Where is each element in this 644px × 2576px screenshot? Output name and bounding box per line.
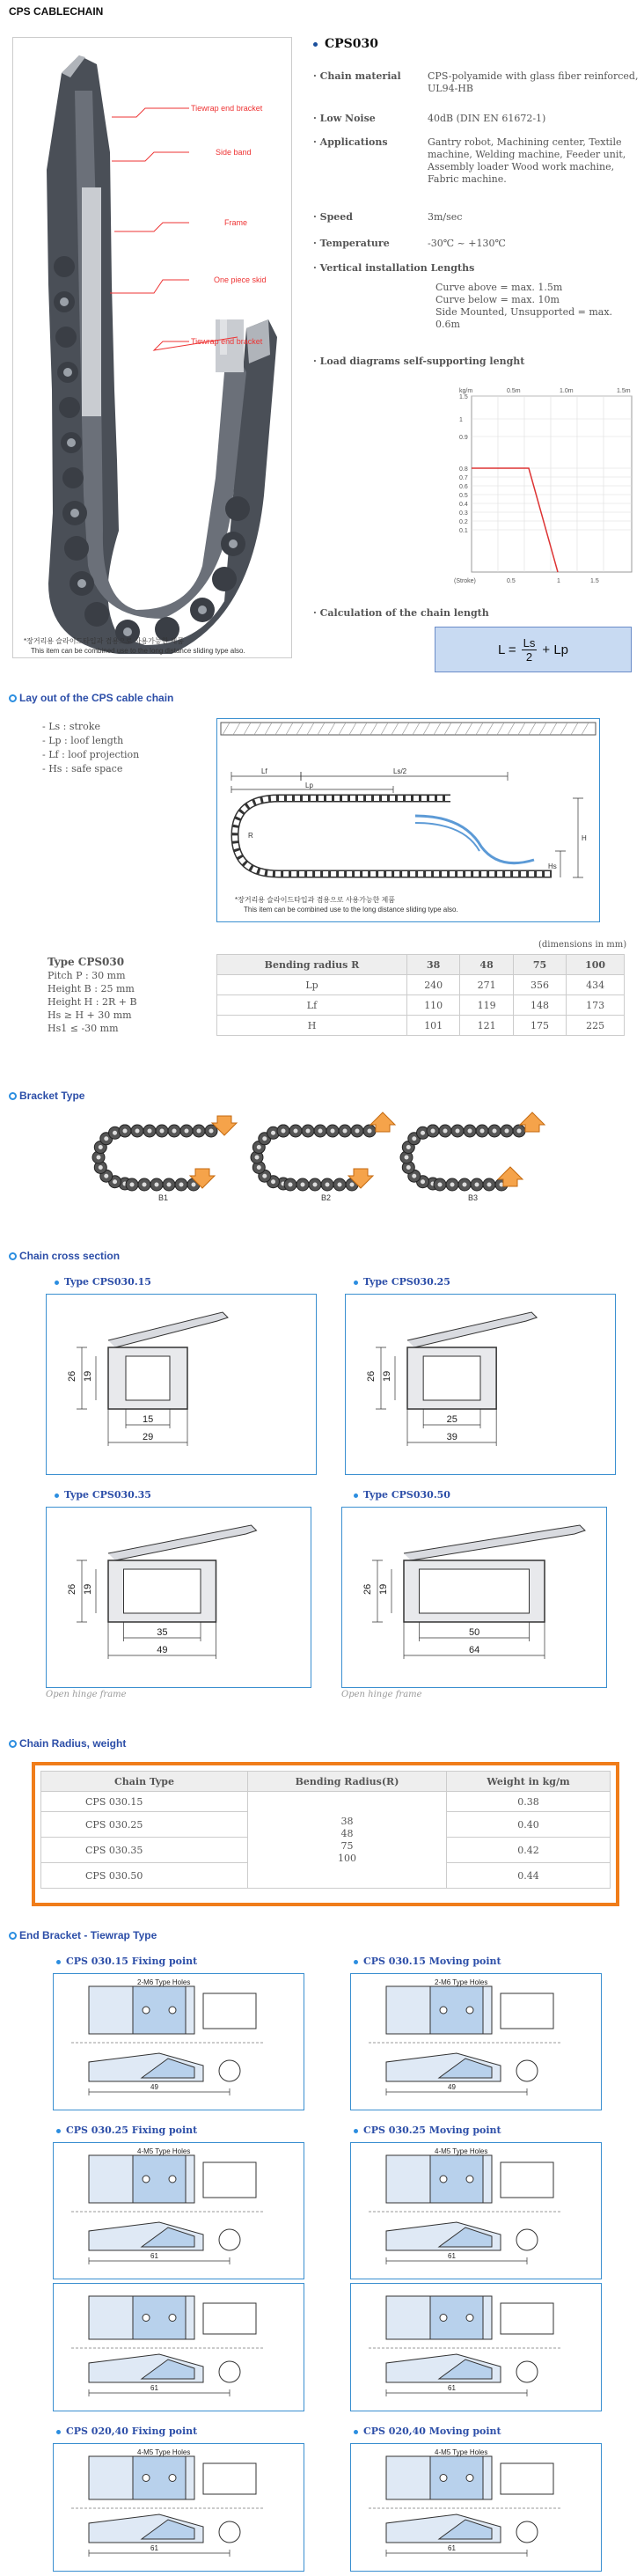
product-image — [12, 37, 292, 658]
holes-label: 4-M5 Type Holes — [435, 2448, 488, 2456]
dim-length: 61 — [448, 2252, 456, 2260]
section-radius-title: Chain Radius, weight — [9, 1737, 126, 1750]
table-row: CPS 030.25 0.40 — [41, 1812, 611, 1838]
bracket-types-figure — [88, 1109, 581, 1206]
table-row: H 101 121 175 225 — [217, 1016, 625, 1036]
page-title: CPS CABLECHAIN — [9, 5, 104, 18]
section-layout-title: Lay out of the CPS cable chain — [9, 692, 173, 704]
eb-15-moving-title: CPS 030.15 Moving point — [354, 1956, 501, 1967]
eb-25-fixing-drawing-a — [53, 2142, 304, 2279]
callout-lines — [110, 108, 238, 350]
mount-hole-icon — [466, 2475, 473, 2482]
circle-bullet-icon — [9, 694, 17, 702]
layout-legend: - Ls : stroke - Lp : loof length - Lf : loof projection - Hs : safe space — [42, 721, 140, 774]
mount-hole-icon — [169, 2315, 176, 2322]
y-tick-label: 0.6 — [459, 484, 468, 490]
mount-hole-icon — [466, 2007, 473, 2014]
mount-hole-icon — [169, 2475, 176, 2482]
layout-diagram — [216, 718, 600, 922]
y-tick-label: 0.7 — [459, 475, 468, 481]
load-diagram-chart — [436, 384, 639, 588]
svg-text:0.5m: 0.5m — [507, 388, 521, 394]
circle-bullet-icon — [9, 1932, 17, 1940]
y-tick-label: 1 — [459, 417, 463, 423]
mount-hole-icon — [143, 2176, 150, 2183]
mount-hole-icon — [440, 2475, 447, 2482]
image-note-ko: *장거리용 슬라이드타입과 겸용으로 사용가능한 제품 — [24, 637, 185, 645]
layout-note-en: This item can be combined use to the long distance sliding type also. — [244, 906, 458, 914]
y-tick-label: 0.4 — [459, 502, 468, 508]
circle-bullet-icon — [9, 1740, 17, 1748]
load-curve — [472, 468, 558, 572]
dims-note: (dimensions in mm) — [538, 940, 627, 950]
table-row: CPS 030.35 0.42 — [41, 1838, 611, 1863]
open-hinge-lid — [407, 1312, 537, 1347]
svg-text:0.5: 0.5 — [507, 578, 516, 584]
dim-inner-height: 19 — [83, 1370, 93, 1382]
dim-outer-width: 39 — [446, 1432, 457, 1442]
circle-bullet-icon — [9, 1092, 17, 1100]
dim-outer-width: 29 — [143, 1432, 154, 1442]
mount-hole-icon — [169, 2007, 176, 2014]
cable-chain-illustration — [47, 55, 277, 654]
eb-25-moving-drawing-b — [350, 2283, 602, 2411]
bracket-label-b3: B3 — [468, 1193, 479, 1202]
y-tick-label: 0.1 — [459, 528, 468, 534]
dim-inner-width: 25 — [446, 1414, 457, 1425]
spec-temperature: · Temperature -30℃ ~ +130℃ — [304, 238, 639, 250]
load-diagram-label: · Load diagrams self-supporting lenght — [304, 356, 639, 368]
holes-label: 4-M5 Type Holes — [435, 2147, 488, 2155]
dim-length: 49 — [448, 2083, 456, 2091]
dim-inner-height: 19 — [83, 1583, 93, 1595]
radius-table-frame — [32, 1762, 619, 1906]
eb-40-moving-title: CPS 020,40 Moving point — [354, 2426, 501, 2437]
dim-inner-height: 19 — [382, 1370, 392, 1382]
spec-noise: · Low Noise 40dB (DIN EN 61672-1) — [304, 113, 639, 125]
cross-type-35-title: Type CPS030.35 — [55, 1489, 151, 1501]
table-row: Lf 110 119 148 173 — [217, 995, 625, 1016]
spec-vertical: · Vertical installation Lengths — [304, 262, 639, 275]
svg-text:(Stroke): (Stroke) — [454, 578, 476, 584]
cross-section-15 — [46, 1294, 317, 1475]
bracket-label-b1: B1 — [158, 1193, 169, 1202]
dim-inner-width: 15 — [143, 1414, 154, 1425]
svg-text:1.0m: 1.0m — [560, 388, 574, 394]
dim-height: 26 — [67, 1370, 77, 1382]
cross-section-25 — [345, 1294, 616, 1475]
open-hinge-lid — [108, 1312, 228, 1347]
cross-type-25-title: Type CPS030.25 — [354, 1276, 450, 1288]
mount-hole-icon — [466, 2176, 473, 2183]
svg-text:Lf: Lf — [261, 767, 267, 775]
holes-label: 2-M6 Type Holes — [137, 1978, 191, 1986]
svg-text:Hs: Hs — [548, 862, 557, 870]
holes-label: 4-M5 Type Holes — [137, 2147, 191, 2155]
dim-height: 26 — [67, 1583, 77, 1595]
spec-panel — [304, 37, 639, 51]
circle-bullet-icon — [9, 1252, 17, 1260]
spec-speed: · Speed 3m/sec — [304, 211, 639, 224]
y-tick-label: 0.2 — [459, 519, 468, 525]
label-skid: One piece skid — [214, 275, 267, 284]
inner-space — [420, 1569, 530, 1613]
open-hinge-lid — [404, 1525, 585, 1560]
mount-hole-icon — [440, 2007, 447, 2014]
section-cross-title: Chain cross section — [9, 1250, 120, 1262]
dim-outer-width: 49 — [157, 1645, 168, 1655]
inner-space — [124, 1569, 201, 1613]
cross-section-35 — [46, 1507, 311, 1688]
svg-text:1.5m: 1.5m — [617, 388, 631, 394]
formula-box: L = $\frac{Ls}{2}$ + Lp — [435, 627, 632, 672]
mount-hole-icon — [143, 2007, 150, 2014]
image-note-en: This item can be combined use to the long distance sliding type also. — [31, 647, 245, 655]
svg-text:1.5: 1.5 — [590, 578, 599, 584]
table-row: CPS 030.50 0.44 — [41, 1863, 611, 1889]
cross-type-15-title: Type CPS030.15 — [55, 1276, 151, 1288]
mount-hole-icon — [143, 2475, 150, 2482]
vertical-lengths: Curve above = max. 1.5m Curve below = max. 10m Side Mounted, Unsupported = max. 0.6m — [435, 282, 613, 330]
bending-table: Bending radius R 38 48 75 100 Lp 240 271 356 434 Lf 110 119 148 173 H 101 121 175 225 — [216, 954, 625, 1036]
y-tick-label: 0.8 — [459, 466, 468, 473]
label-tiewrap-1: Tiewrap end bracket — [191, 104, 263, 113]
eb-40-moving-drawing — [350, 2443, 602, 2572]
dim-height: 26 — [362, 1583, 373, 1595]
svg-text:Ls/2: Ls/2 — [393, 767, 407, 775]
open-hinge-note-1: Open hinge frame — [46, 1690, 127, 1699]
svg-text:R: R — [248, 832, 253, 840]
eb-25-fixing-title: CPS 030.25 Fixing point — [56, 2125, 197, 2136]
holes-label: 4-M5 Type Holes — [137, 2448, 191, 2456]
mount-hole-icon — [440, 2315, 447, 2322]
dim-length: 61 — [150, 2252, 158, 2260]
mount-hole-icon — [440, 2176, 447, 2183]
dim-inner-width: 35 — [157, 1627, 168, 1638]
type-info: Type CPS030 Pitch P : 30 mm Height B : 25 mm Height H : 2R + B Hs ≥ H + 30 mm Hs1 ≤ -30 mm — [48, 956, 137, 1034]
dim-length: 61 — [150, 2544, 158, 2552]
y-tick-label: 0.9 — [459, 435, 468, 441]
y-tick-label: 0.5 — [459, 493, 468, 499]
mount-hole-icon — [466, 2315, 473, 2322]
inner-space — [126, 1356, 170, 1400]
open-hinge-lid — [108, 1525, 257, 1560]
cross-type-50-title: Type CPS030.50 — [354, 1489, 450, 1501]
table-row: Lp 240 271 356 434 — [217, 975, 625, 995]
dim-length: 61 — [150, 2384, 158, 2392]
svg-text:kg/m: kg/m — [459, 388, 473, 394]
eb-25-moving-title: CPS 030.25 Moving point — [354, 2125, 501, 2136]
eb-25-fixing-drawing-b — [53, 2283, 304, 2411]
eb-15-fixing-title: CPS 030.15 Fixing point — [56, 1956, 197, 1967]
open-hinge-note-2: Open hinge frame — [341, 1690, 422, 1699]
label-tiewrap-2: Tiewrap end bracket — [191, 337, 263, 346]
eb-40-fixing-title: CPS 020,40 Fixing point — [56, 2426, 197, 2437]
radius-table: Chain Type Bending Radius(R) Weight in kg/m CPS 030.15 38 48 75 100 0.38 CPS 030.25 0.40 CPS 030.35 0.42 CPS 030.50 0.44 — [40, 1771, 611, 1889]
svg-text:1: 1 — [557, 578, 560, 584]
eb-40-fixing-drawing — [53, 2443, 304, 2572]
svg-text:Lp: Lp — [305, 782, 313, 789]
section-endbracket-title: End Bracket - Tiewrap Type — [9, 1929, 157, 1941]
mount-hole-icon — [143, 2315, 150, 2322]
label-side-band: Side band — [216, 148, 252, 157]
spec-material: · Chain material CPS-polyamide with glass fiber reinforced, UL94-HB — [304, 70, 639, 95]
product-name: CPS030 — [313, 37, 639, 51]
dim-inner-width: 50 — [469, 1627, 480, 1638]
svg-text:H: H — [582, 834, 587, 842]
dim-inner-height: 19 — [378, 1583, 389, 1595]
dim-outer-width: 64 — [469, 1645, 480, 1655]
spec-applications: · Applications Gantry robot, Machining center, Textile machine, Welding machine, Feeder unit, Assembly loader Wood work machine, Fabric machine. — [304, 136, 639, 186]
y-tick-label: 0.3 — [459, 510, 468, 517]
eb-15-fixing-drawing — [53, 1973, 304, 2110]
section-bracket-title: Bracket Type — [9, 1090, 84, 1102]
holes-label: 2-M6 Type Holes — [435, 1978, 488, 1986]
calc-label: · Calculation of the chain length — [304, 607, 639, 620]
table-row: CPS 030.15 38 48 75 100 0.38 — [41, 1792, 611, 1812]
dim-length: 49 — [150, 2083, 158, 2091]
dim-height: 26 — [366, 1370, 377, 1382]
inner-space — [423, 1356, 480, 1400]
label-frame: Frame — [224, 218, 248, 227]
layout-note-ko: *장거리용 슬라이드타입과 겸용으로 사용가능한 제품 — [235, 896, 396, 904]
eb-15-moving-drawing — [350, 1973, 602, 2110]
eb-25-moving-drawing-a — [350, 2142, 602, 2279]
bracket-label-b2: B2 — [321, 1193, 332, 1202]
dim-length: 61 — [448, 2384, 456, 2392]
mount-hole-icon — [169, 2176, 176, 2183]
y-tick-label: 1.5 — [459, 394, 468, 400]
cross-section-50 — [341, 1507, 607, 1688]
dim-length: 61 — [448, 2544, 456, 2552]
